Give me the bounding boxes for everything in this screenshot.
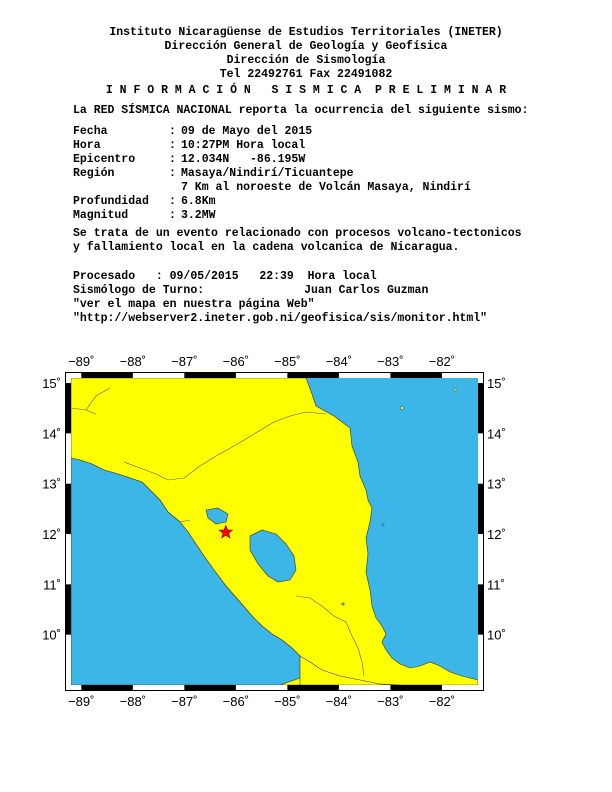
longitude-tick-label: −84˚: [325, 694, 353, 709]
latitude-tick-label: 10˚: [487, 627, 506, 643]
longitude-tick-label: −83˚: [377, 354, 404, 369]
longitude-tick-label: −89˚: [68, 694, 95, 709]
longitude-tick-label: −82˚: [428, 694, 456, 709]
contact-phone: Tel 22492761 Fax 22491082: [219, 68, 393, 81]
latitude-tick-label: 12˚: [42, 527, 61, 543]
report-field-value: 12.034N -86.195W: [181, 153, 306, 166]
longitude-tick-label: −88˚: [119, 694, 147, 709]
report-field-label: Fecha: [73, 125, 108, 138]
latitude-tick-label: 13˚: [42, 476, 61, 492]
longitude-tick-label: −89˚: [68, 354, 95, 369]
report-field-value: 7 Km al noroeste de Volcán Masaya, Nindirí: [181, 181, 471, 194]
longitude-tick-label: −87˚: [171, 354, 198, 369]
report-field-separator: :: [169, 125, 176, 138]
latitude-tick-label: 10˚: [42, 627, 61, 643]
seismologist-name: Juan Carlos Guzman: [304, 284, 429, 297]
longitude-tick-label: −85˚: [274, 354, 301, 369]
report-field-row: [73, 209, 216, 223]
epicenter-map: [0, 350, 612, 710]
report-field-value: 6.8Km: [181, 195, 216, 208]
latitude-tick-label: 12˚: [487, 527, 506, 543]
report-field-label: Región: [73, 167, 115, 180]
report-field-separator: :: [169, 209, 176, 222]
seismologist-label: Sismólogo de Turno:: [73, 284, 205, 297]
latitude-tick-label: 15˚: [487, 376, 506, 392]
longitude-tick-label: −84˚: [325, 354, 353, 369]
report-field-label: Magnitud: [73, 209, 129, 222]
report-field-row: [73, 167, 354, 181]
web-note: "ver el mapa en nuestra página Web": [73, 298, 315, 311]
processed-line: Procesado : 09/05/2015 22:39 Hora local: [73, 270, 377, 283]
longitude-tick-label: −87˚: [171, 694, 198, 709]
report-note-line-2: y fallamiento local en la cadena volcanica de Nicaragua.: [73, 241, 460, 254]
seismologist-line: [73, 284, 428, 298]
web-url[interactable]: "http://webserver2.ineter.gob.ni/geofisica/sis/monitor.html": [73, 312, 488, 325]
longitude-tick-label: −83˚: [377, 694, 404, 709]
sub-directorate-name: Dirección de Sismología: [226, 54, 386, 67]
longitude-tick-label: −88˚: [119, 354, 147, 369]
report-field-value: 10:27PM Hora local: [181, 139, 306, 152]
latitude-tick-label: 11˚: [487, 577, 505, 593]
report-intro: La RED SÍSMICA NACIONAL reporta la ocurrencia del siguiente sismo:: [73, 104, 529, 117]
report-field-label: Hora: [73, 139, 101, 152]
report-field-separator: :: [169, 195, 176, 208]
directorate-name: Dirección General de Geología y Geofísica: [164, 40, 448, 53]
report-field-row: [73, 181, 471, 195]
report-field-separator: :: [169, 167, 176, 180]
longitude-tick-label: −86˚: [222, 354, 250, 369]
longitude-tick-label: −86˚: [222, 694, 250, 709]
report-type-title: I N F O R M A C I Ó N S I S M I C A P R E L I M I N A R: [105, 84, 507, 97]
latitude-tick-label: 11˚: [43, 577, 61, 593]
report-field-row: [73, 153, 305, 167]
report-field-label: Profundidad: [73, 195, 149, 208]
latitude-tick-label: 13˚: [487, 476, 506, 492]
report-field-separator: :: [169, 139, 176, 152]
report-field-separator: :: [169, 153, 176, 166]
latitude-tick-label: 14˚: [42, 426, 61, 442]
longitude-tick-label: −85˚: [274, 694, 301, 709]
report-field-value: Masaya/Nindirí/Ticuantepe: [181, 167, 354, 180]
latitude-tick-label: 15˚: [42, 376, 61, 392]
report-field-row: [73, 195, 216, 209]
report-field-row: [73, 125, 312, 139]
longitude-tick-label: −82˚: [428, 354, 456, 369]
report-field-value: 3.2MW: [181, 209, 216, 222]
report-field-value: 09 de Mayo del 2015: [181, 125, 313, 138]
report-field-row: [73, 139, 305, 153]
latitude-tick-label: 14˚: [487, 426, 506, 442]
report-field-label: Epicentro: [73, 153, 136, 166]
institute-name: Instituto Nicaragüense de Estudios Territoriales (INETER): [109, 26, 503, 39]
report-note-line-1: Se trata de un evento relacionado con procesos volcano-tectonicos: [73, 227, 522, 240]
